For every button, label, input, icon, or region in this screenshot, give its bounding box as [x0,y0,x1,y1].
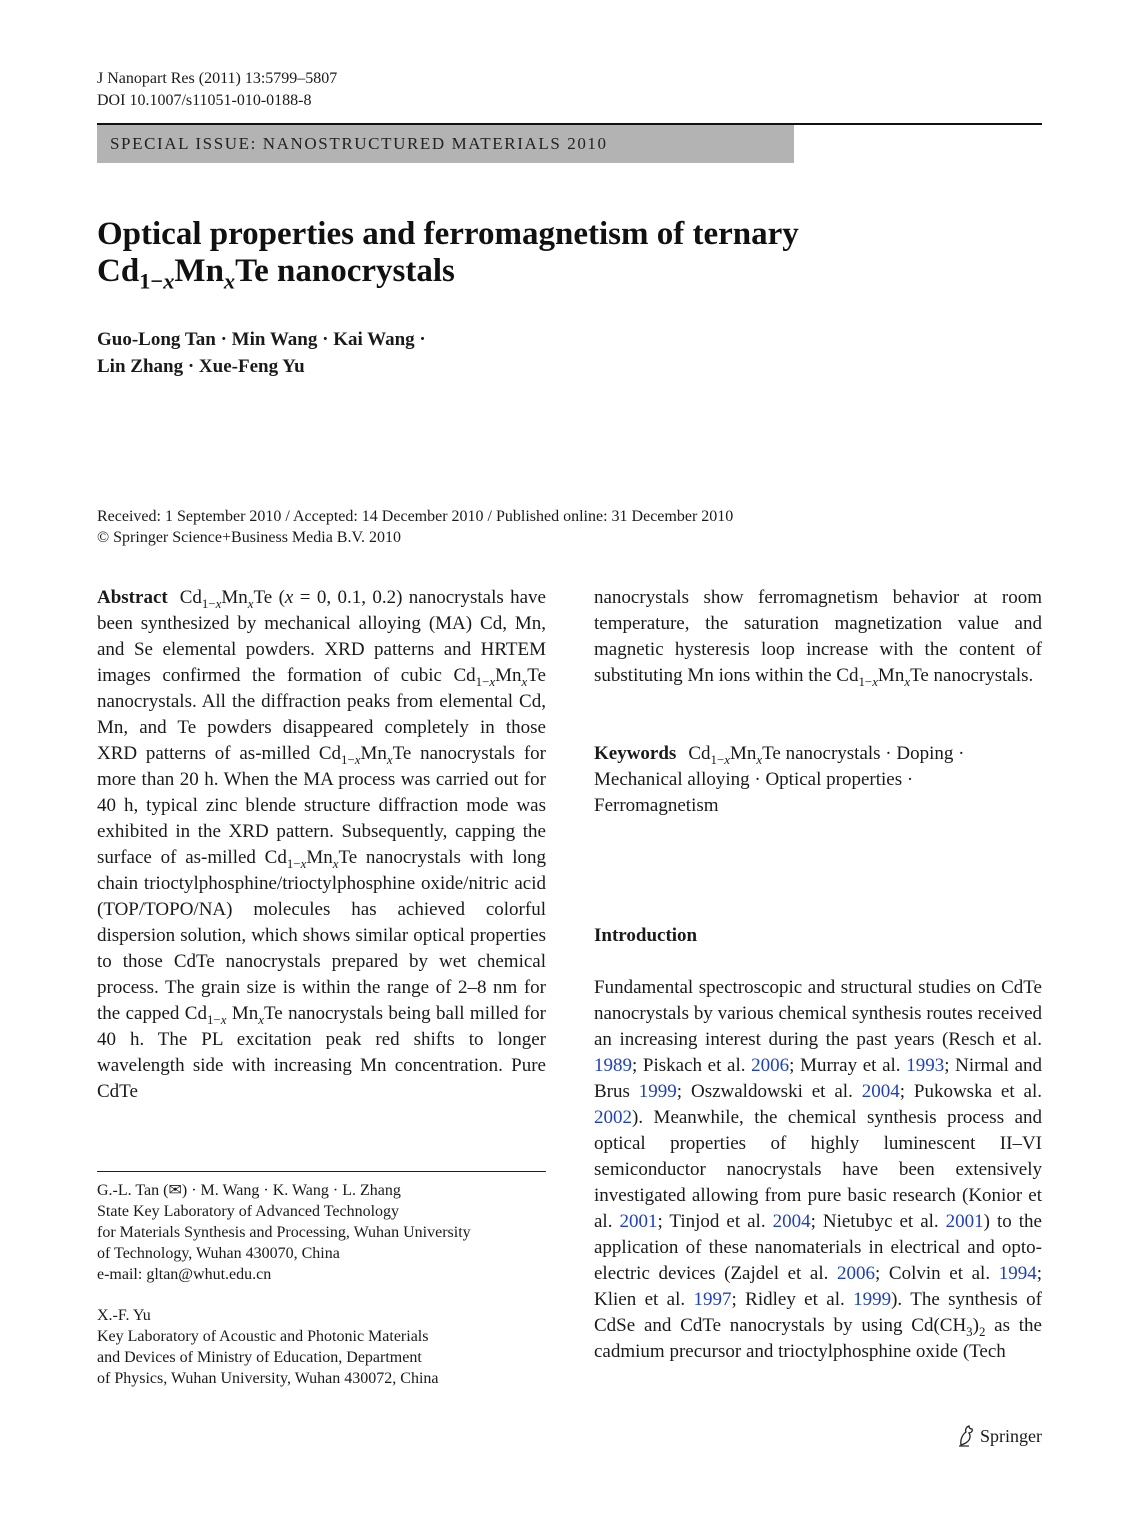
springer-horse-icon [957,1425,977,1447]
publication-dates: Received: 1 September 2010 / Accepted: 14 December 2010 / Published online: 31 December 2010 © Springer Science+Business Media B.V. 2010 [97,508,734,546]
citation-link[interactable]: 2006 [837,1263,876,1284]
footnote-rule [97,1171,546,1172]
author-list: Guo-Long Tan · Min Wang · Kai Wang · Lin Zhang · Xue-Feng Yu [97,329,426,377]
section-heading-introduction: Introduction [594,925,698,946]
citation-link[interactable]: 2001 [619,1211,658,1232]
introduction-text: Fundamental spectroscopic and structural studies on CdTe nanocrystals by various chemical synthesis routes received an increasing interest during the past years (Resch et al. 1989; Piskach et al. 2006; Murray et al. 1993; Nirmal and Brus 1999; Oszwaldowski et al. 2004; Pukowska et al. 2002). Meanwhile, the chemical synthesis process and optical properties of highly luminescent II–VI semiconductor nanocrystals have been extensively investigated allowing from pure basic research (Konior et al. 2001; Tinjod et al. 2004; Nietubyc et al. 2001) to the application of these nanomaterials in electrical and opto-electric devices (Zajdel et al. 2006; Colvin et al. 1994; Klien et al. 1997; Ridley et al. 1999). The synthesis of CdSe and CdTe nanocrystals by using $Cd(CH_3)_2$ as the cadmium precursor and trioctylphosphine oxide (Tech [594,977,1043,1362]
abstract-part1: Abstract $Cd_{1-x}Mn_xTe$ (x = 0, 0.1, 0.2) nanocrystals have been synthesized by mechanical alloying (MA) Cd, Mn, and Se elemental powders. XRD patterns and HRTEM images confirmed the formation of cubic $Cd_{1-x}Mn_xTe$ nanocrystals. All the diffraction peaks from elemental Cd, Mn, and Te powders disappeared completely in those XRD patterns of as-milled $Cd_{1-x}Mn_xTe$ nanocrystals for more than 20 h. When the MA process was carried out for 40 h, typical zinc blende structure diffraction mode was exhibited in the XRD pattern. Subsequently, capping the surface of as-milled $Cd_{1-x}Mn_xTe$ nanocrystals with long chain trioctylphosphine/trioctylphosphine oxide/nitric acid (TOP/TOPO/NA) molecules has achieved colorful dispersion solution, which shows similar optical properties to those CdTe nanocrystals prepared by wet chemical process. The grain size is within the range of 2–8 nm for the capped $Cd_{1-x}$ $Mn_xTe$ nanocrystals being ball milled for 40 h. The PL excitation peak red shifts to longer wavelength side with increasing Mn concentration. Pure CdTe [97,587,547,1102]
abstract-part2: nanocrystals show ferromagnetism behavior at room temperature, the saturation magnetization value and magnetic hysteresis loop increase with the content of substituting Mn ions within the $Cd_{1-x}Mn_xTe$ nanocrystals. [594,587,1042,689]
citation-link[interactable]: 1989 [594,1055,632,1076]
affiliation-2: X.-F. Yu Key Laboratory of Acoustic and Photonic Materials and Devices of Ministry of Education, Department of Physics, Wuhan University, Wuhan 430072, China [97,1307,439,1387]
citation-link[interactable]: 2002 [594,1107,632,1128]
affiliation-1: G.-L. Tan (✉) · M. Wang · K. Wang · L. Zhang State Key Laboratory of Advanced Technology for Materials Synthesis and Processing, Wuhan University of Technology, Wuhan 430070, China e-mail: gltan@whut.edu.cn [97,1182,471,1283]
keywords-label: Keywords [594,743,677,764]
keywords: Keywords $Cd_{1-x}Mn_xTe$ nanocrystals · Doping · Mechanical alloying · Optical properties · Ferromagnetism [594,743,965,816]
publisher-mark [957,1424,1042,1448]
citation-link[interactable]: 1999 [853,1289,892,1310]
citation-link[interactable]: 1994 [998,1263,1037,1284]
title-formula: $Cd_{1-x}Mn_xTe$ nanocrystals [97,253,455,294]
journal-header [97,68,337,112]
abstract-label: Abstract [97,587,168,608]
citation-link[interactable]: 1993 [906,1055,945,1076]
citation-link[interactable]: 1997 [693,1289,732,1310]
copyright-line: © Springer Science+Business Media B.V. 2010 [97,529,401,546]
journal-doi: DOI 10.1007/s11051-010-0188-8 [97,92,312,109]
citation-link[interactable]: 2006 [751,1055,790,1076]
author-email[interactable]: e-mail: gltan@whut.edu.cn [97,1266,272,1283]
citation-link[interactable]: 2004 [861,1081,900,1102]
article-title: Optical properties and ferromagnetism of ternary $Cd_{1-x}Mn_xTe$ nanocrystals [97,216,799,294]
publisher-name: Springer [980,1426,1042,1446]
citation-link[interactable]: 2004 [772,1211,811,1232]
citation-link[interactable]: 1999 [638,1081,677,1102]
special-issue-banner: SPECIAL ISSUE: NANOSTRUCTURED MATERIALS 2010 [97,125,794,163]
journal-citation: J Nanopart Res (2011) 13:5799–5807 [97,70,338,87]
citation-link[interactable]: 2001 [945,1211,984,1232]
